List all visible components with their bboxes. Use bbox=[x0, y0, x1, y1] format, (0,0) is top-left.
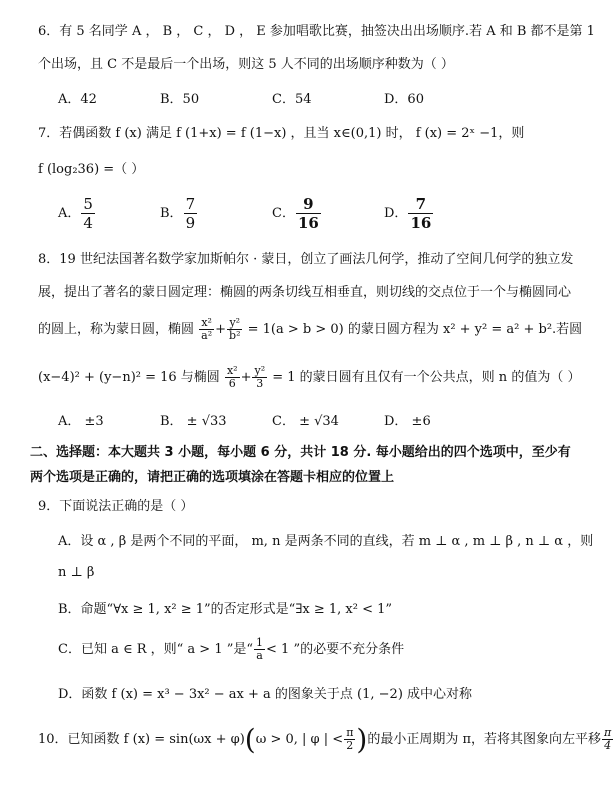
q10-paren-left: ( bbox=[244, 722, 256, 756]
q9-c-num: 1 bbox=[256, 636, 264, 649]
q7-option-d-num: 7 bbox=[408, 195, 433, 214]
q7-option-b-label: B． bbox=[160, 206, 183, 221]
q7-option-c bbox=[272, 194, 322, 234]
q6-line-1: 6．有 5 名同学 A ， B ， C ， D ， E 参加唱歌比赛，抽签决出出场顺序.若 A 和 B 都不是第 1 bbox=[38, 24, 595, 39]
q8-line-3 bbox=[38, 312, 594, 348]
q8-line-2: 展，提出了著名的蒙日圆定理：椭圆的两条切线互相垂直，则切线的交点位于一个与椭圆同心 bbox=[38, 285, 572, 300]
q7-option-b-num: 7 bbox=[185, 195, 196, 213]
q7-option-b-den: 9 bbox=[185, 214, 196, 232]
q8-a2-den: a² bbox=[201, 329, 213, 342]
q7-option-a-label: A． bbox=[58, 206, 81, 221]
q7-line-1: 7．若偶函数 f (x) 满足 f (1+x) = f (1−x) ，且当 x∈(0,1) 时， f (x) = 2ˣ −1，则 bbox=[38, 126, 525, 141]
q10-line-1 bbox=[38, 720, 612, 760]
q8-y2-over-3 bbox=[252, 365, 267, 390]
q7-option-d-label: D． bbox=[384, 206, 408, 221]
q7-option-c-label: C． bbox=[272, 206, 295, 221]
q7-option-a-fraction bbox=[81, 195, 95, 232]
q7-option-a bbox=[58, 194, 96, 234]
q6-option-c: C．54 bbox=[272, 92, 312, 107]
q10-end-num: π bbox=[604, 726, 612, 739]
q9-option-c-post: < 1 ”的必要不充分条件 bbox=[266, 642, 405, 657]
q8-option-b: B． ± √33 bbox=[160, 414, 227, 429]
q8-option-d: D． ±6 bbox=[384, 414, 431, 429]
q8-3-den: 3 bbox=[256, 377, 264, 390]
q8-6-den: 6 bbox=[228, 377, 236, 390]
q8-x2-num-b: x² bbox=[226, 364, 238, 377]
q10-pre: 10．已知函数 f (x) = sin(ωx + φ) bbox=[38, 732, 245, 747]
q6-option-b: B．50 bbox=[160, 92, 200, 107]
q8-y2-over-b2 bbox=[227, 317, 242, 342]
q7-option-b-fraction bbox=[184, 195, 198, 232]
q8-line-3-pre: 的圆上，称为蒙日圆，椭圆 bbox=[38, 322, 195, 337]
section-2-line-1: 二、选择题：本大题共 3 小题，每小题 6 分，共计 18 分. 每小题给出的四个选项中，至少有 bbox=[30, 445, 571, 460]
q9-c-den: a bbox=[256, 649, 263, 662]
q7-option-a-num: 5 bbox=[83, 195, 93, 213]
q9-option-c bbox=[58, 632, 594, 668]
q8-option-a: A． ±3 bbox=[58, 414, 104, 429]
q8-option-c: C． ± √34 bbox=[272, 414, 339, 429]
q9-stem: 9．下面说法正确的是（ ） bbox=[38, 499, 194, 514]
q8-line-4 bbox=[38, 360, 594, 396]
q9-option-a-line-2: n ⊥ β bbox=[58, 565, 95, 580]
q8-x2-over-a2 bbox=[199, 317, 214, 342]
q10-paren-right: ) bbox=[356, 722, 368, 756]
q8-line-3-plus: + bbox=[215, 322, 227, 337]
q8-y2-num-b: y² bbox=[254, 364, 266, 377]
q9-option-b: B．命题“∀x ≥ 1, x² ≥ 1”的否定形式是“∃x ≥ 1, x² < 1” bbox=[58, 602, 393, 617]
q8-line-3-post: = 1(a > b > 0) 的蒙日圆方程为 x² + y² = a² + b².若圆 bbox=[247, 322, 583, 337]
q6-option-d: D．60 bbox=[384, 92, 424, 107]
q8-line-4-pre: (x−4)² + (y−n)² = 16 与椭圆 bbox=[38, 370, 220, 385]
q7-option-a-den: 4 bbox=[83, 214, 93, 232]
q9-one-over-a bbox=[254, 637, 265, 662]
q7-option-d bbox=[384, 194, 434, 234]
q8-line-1: 8．19 世纪法国著名数学家加斯帕尔 · 蒙日，创立了画法几何学，推动了空间几何学的独立发 bbox=[38, 252, 574, 267]
q7-option-d-fraction bbox=[408, 195, 433, 232]
q10-pi-over-2 bbox=[344, 727, 355, 752]
q8-x2-over-6 bbox=[225, 365, 240, 390]
q7-options bbox=[58, 194, 594, 236]
q6-line-2: 个出场，且 C 不是最后一个出场，则这 5 人不同的出场顺序种数为（ ） bbox=[38, 57, 454, 72]
q10-post: 的最小正周期为 π，若将其图象向左平移 bbox=[367, 732, 602, 747]
q10-end-den: 4 bbox=[604, 739, 612, 752]
q8-line-4-plus: + bbox=[240, 370, 252, 385]
q9-option-d: D．函数 f (x) = x³ − 3x² − ax + a 的图象关于点 (1, −2) 成中心对称 bbox=[58, 687, 473, 702]
q8-options bbox=[58, 410, 594, 440]
q10-cond-den: 2 bbox=[346, 739, 354, 752]
q8-b2-den: b² bbox=[229, 329, 241, 342]
q7-option-c-fraction bbox=[296, 195, 321, 232]
q7-option-d-den: 16 bbox=[410, 214, 432, 232]
q8-x2-num: x² bbox=[199, 317, 214, 330]
q7-option-c-num: 9 bbox=[296, 195, 321, 214]
q6-option-a: A．42 bbox=[58, 92, 97, 107]
q7-option-c-den: 16 bbox=[297, 214, 319, 232]
q10-cond-pre: ω > 0, | φ | < bbox=[255, 732, 344, 747]
q10-pi-over-4 bbox=[602, 727, 613, 752]
q10-cond-num: π bbox=[346, 726, 354, 739]
section-2-line-2: 两个选项是正确的，请把正确的选项填涂在答题卡相应的位置上 bbox=[30, 470, 395, 485]
q8-line-4-post: = 1 的蒙日圆有且仅有一个公共点，则 n 的值为（ ） bbox=[272, 370, 581, 385]
q9-option-a-line-1: A．设 α , β 是两个不同的平面， m, n 是两条不同的直线，若 m ⊥ α , m ⊥ β , n ⊥ α ，则 bbox=[58, 534, 594, 549]
q6-options bbox=[58, 88, 594, 118]
q7-line-2: f (log₂36) =（ ） bbox=[38, 162, 145, 177]
q8-y2-num: y² bbox=[227, 317, 242, 330]
q9-option-c-pre: C．已知 a ∈ R ，则“ a > 1 ”是“ bbox=[58, 642, 254, 657]
q7-option-b bbox=[160, 194, 198, 234]
